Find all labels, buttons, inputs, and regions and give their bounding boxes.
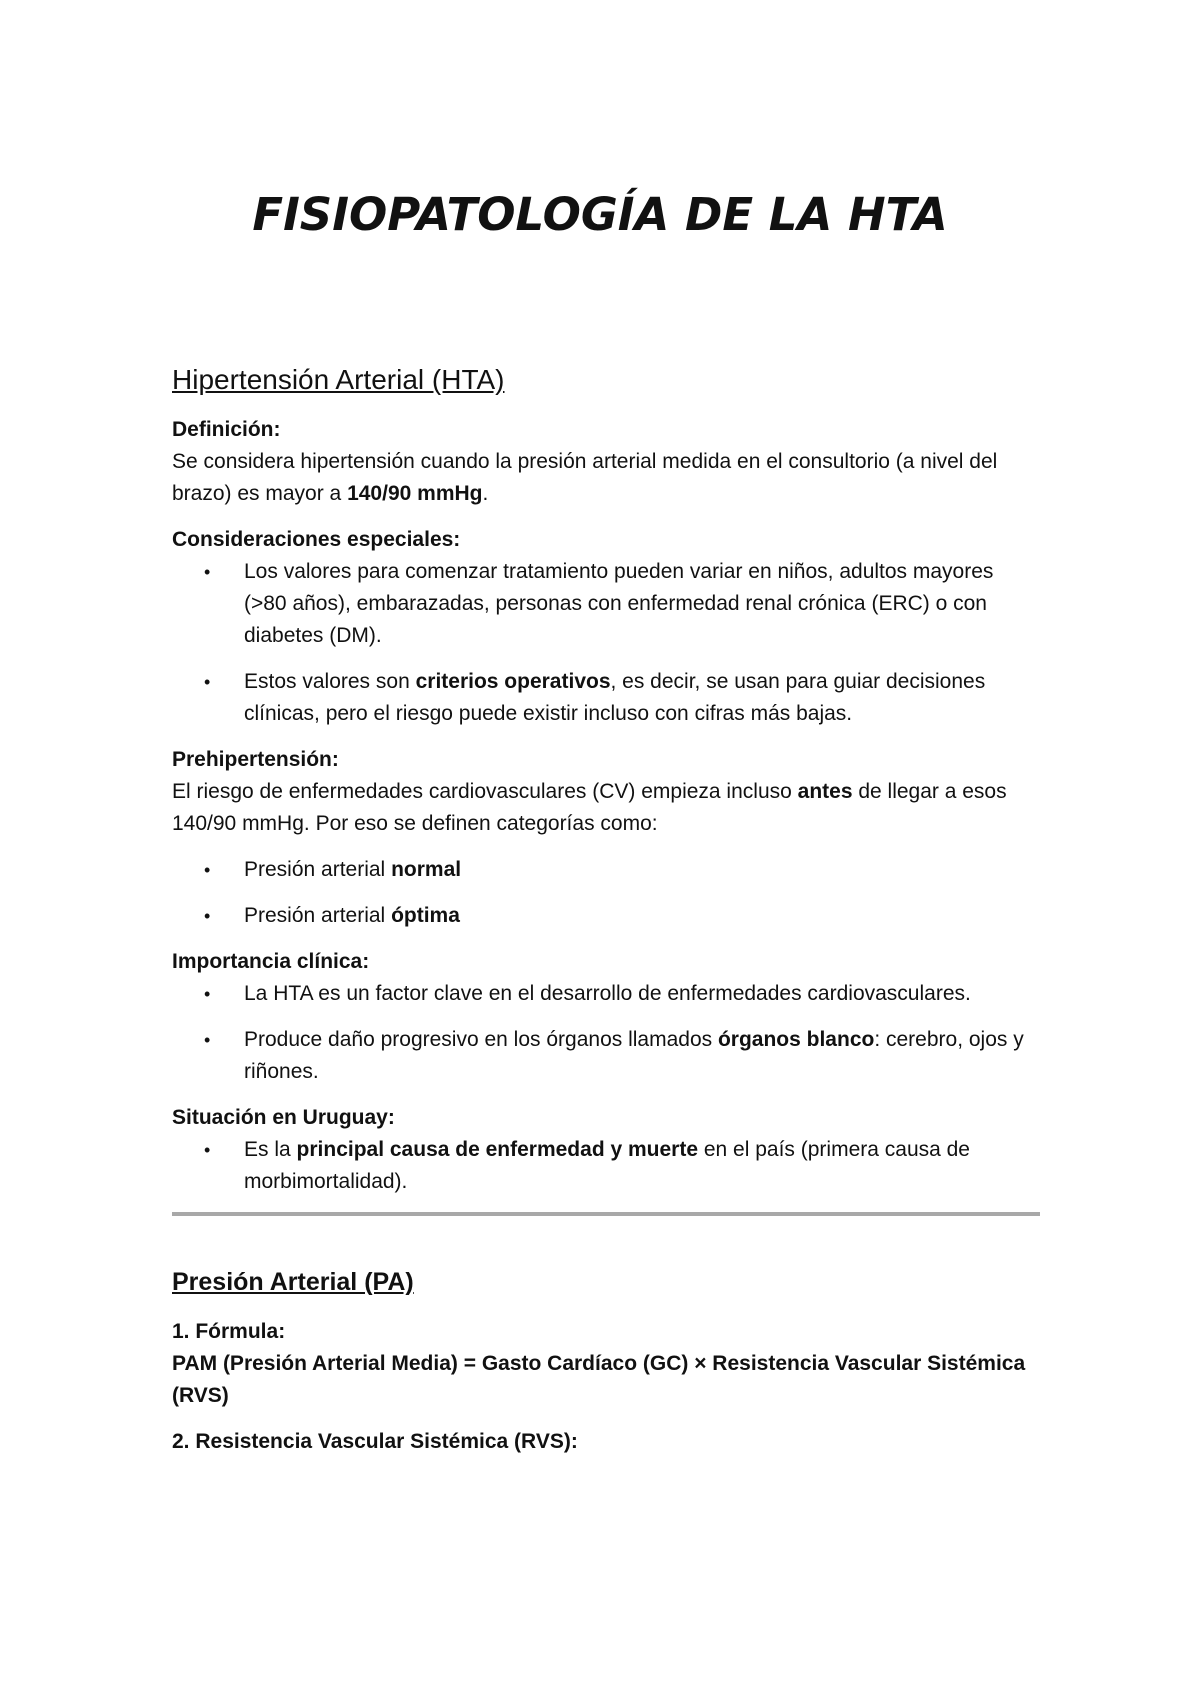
list-item-text: Estos valores son <box>244 670 416 693</box>
list-item-text: Es la <box>244 1138 297 1161</box>
list-item-text: en el país (primera causa de morbimortalidad). <box>244 1138 970 1193</box>
definicion-text-part: Se considera hipertensión cuando la presión arterial medida en el consultorio (a nivel del brazo) es mayor a <box>172 450 998 505</box>
list-item-bold: órganos blanco <box>717 1028 875 1051</box>
list-item-bold: óptima <box>391 904 460 927</box>
prehipertension-text-part: de llegar a esos 140/90 mmHg. Por eso se definen categorías como: <box>172 780 1007 835</box>
consideraciones-list <box>172 556 1040 730</box>
prehipertension-block <box>172 744 1040 840</box>
section-divider <box>172 1212 1040 1216</box>
prehipertension-label: Prehipertensión: <box>172 748 339 771</box>
list-item-text: : cerebro, ojos y riñones. <box>244 1028 1024 1083</box>
document-body <box>172 362 1040 1472</box>
list-item <box>172 1024 1040 1088</box>
importancia-label: Importancia clínica: <box>172 950 370 973</box>
section-heading-hta: Hipertensión Arterial (HTA) <box>172 364 505 395</box>
list-item <box>172 1134 1040 1198</box>
list-item-text: , es decir, se usan para guiar decisiones clínicas, pero el riesgo puede existir incluso con cifras más bajas. <box>244 670 986 725</box>
definicion-block <box>172 414 1040 510</box>
definicion-text-end: . <box>482 482 489 505</box>
uruguay-list <box>172 1134 1040 1198</box>
list-item <box>172 666 1040 730</box>
list-item-text: La HTA es un factor clave en el desarrollo de enfermedades cardiovasculares. <box>244 982 971 1005</box>
section-pa <box>172 1264 1040 1458</box>
list-item <box>172 556 1040 652</box>
formula-label: 1. Fórmula: <box>172 1320 286 1343</box>
formula-text: PAM (Presión Arterial Media) = Gasto Cardíaco (GC) × Resistencia Vascular Sistémica (RVS) <box>172 1352 1026 1407</box>
definicion-text <box>172 446 1040 510</box>
consideraciones-label: Consideraciones especiales: <box>172 528 461 551</box>
prehipertension-list <box>172 854 1040 932</box>
prehipertension-text-part: El riesgo de enfermedades cardiovasculares (CV) empieza incluso <box>172 780 798 803</box>
formula-block <box>172 1316 1040 1412</box>
section-heading-pa: Presión Arterial (PA) <box>172 1268 414 1296</box>
rvs-label: 2. Resistencia Vascular Sistémica (RVS): <box>172 1430 578 1453</box>
prehipertension-text <box>172 776 1040 840</box>
list-item-bold: normal <box>391 858 462 881</box>
list-item-text: Produce daño progresivo en los órganos llamados <box>244 1028 718 1051</box>
bullet-icon: • <box>204 672 211 692</box>
importancia-list <box>172 978 1040 1088</box>
list-item <box>172 978 1040 1010</box>
list-item <box>172 900 1040 932</box>
uruguay-label: Situación en Uruguay: <box>172 1106 395 1129</box>
prehipertension-bold: antes <box>797 780 853 803</box>
list-item-bold: criterios operativos <box>415 670 611 693</box>
bullet-icon: • <box>204 1030 211 1050</box>
list-item-text: Presión arterial <box>244 904 392 927</box>
bullet-icon: • <box>204 860 211 880</box>
definicion-value: 140/90 mmHg <box>347 482 483 505</box>
list-item <box>172 854 1040 886</box>
bullet-icon: • <box>204 906 211 926</box>
bullet-icon: • <box>204 984 211 1004</box>
list-item-text: Presión arterial <box>244 858 392 881</box>
bullet-icon: • <box>204 1140 211 1160</box>
bullet-icon: • <box>204 562 211 582</box>
document-title: FISIOPATOLOGÍA DE LA HTA <box>252 188 948 241</box>
list-item-text: Los valores para comenzar tratamiento pueden variar en niños, adultos mayores (>80 años), embarazadas, personas con enfermedad renal crónica (ERC) o con diabetes (DM). <box>244 560 994 647</box>
list-item-bold: principal causa de enfermedad y muerte <box>296 1138 699 1161</box>
definicion-label: Definición: <box>172 418 281 441</box>
